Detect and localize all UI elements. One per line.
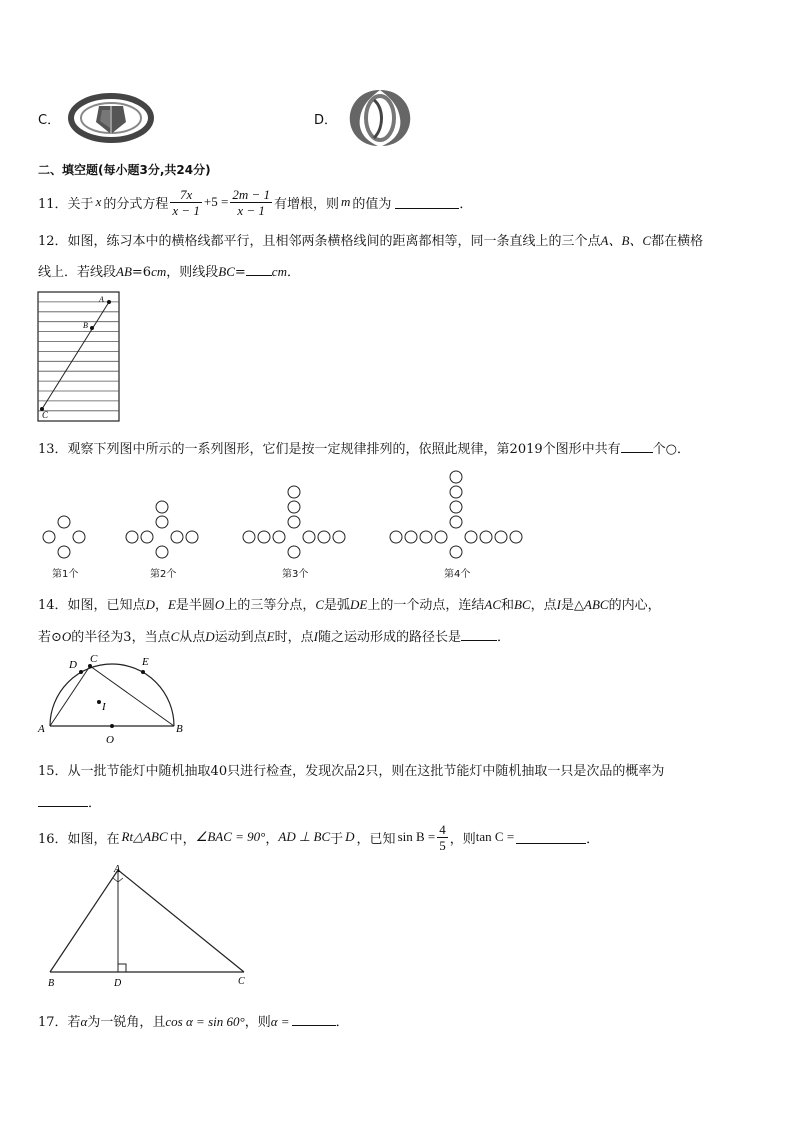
q12-label-c: C (42, 410, 49, 420)
q11-fraction-1: $\frac{7x}{x - 1}$ (172, 186, 200, 218)
q11-var-x: x (95, 194, 102, 209)
pattern-circle (450, 486, 462, 498)
q11-number: 11． (38, 196, 68, 212)
q16-answer-blank[interactable] (516, 831, 586, 844)
q12-label-a: A (99, 295, 104, 304)
pattern-circle (288, 486, 300, 498)
q11-text-3: 有增根，则 (274, 196, 340, 212)
q13-caption-2: 第2个 (150, 569, 177, 580)
q13-caption-4: 第4个 (444, 569, 471, 580)
pattern-circle (288, 546, 300, 558)
pattern-circle (288, 516, 300, 528)
q13-pattern-figure (36, 462, 536, 562)
q14-label-o: O (106, 734, 114, 746)
q12-notebook-figure (36, 290, 122, 424)
q16-label-c: C (238, 976, 245, 987)
pattern-circle (288, 501, 300, 513)
question-12-line-1: 12．如图，练习本中的横格线都平行，且相邻两条横格线间的距离都相等，同一条直线上的三个点A、B、C都在横格 (38, 233, 704, 249)
pattern-circle (58, 546, 70, 558)
q11-text-4: 的值为 (352, 196, 392, 212)
q16-label-b: B (48, 978, 55, 989)
pattern-circle (420, 531, 432, 543)
option-d-logo (344, 86, 416, 150)
q11-text-2: 的分式方程 (103, 196, 169, 212)
question-17: 17．若α为一锐角，且cos α = sin 60°，则α = ． (38, 1014, 349, 1030)
pattern-circle (390, 531, 402, 543)
q12-answer-blank[interactable] (246, 263, 272, 276)
pattern-circle (258, 531, 270, 543)
section-title: 二、填空题(每小题3分,共24分) (38, 163, 211, 177)
pattern-circle (465, 531, 477, 543)
option-d-label: D． (314, 113, 338, 128)
q15-answer-blank[interactable] (38, 794, 88, 807)
pattern-circle (480, 531, 492, 543)
q12-label-b: B (83, 321, 88, 330)
q16-fraction: $\frac{4}{5}$ (439, 821, 446, 853)
pattern-circle (58, 516, 70, 528)
pattern-circle (450, 471, 462, 483)
question-12-line-2: 线上．若线段AB=6cm，则线段BC= cm． (38, 264, 300, 280)
question-13: 13．观察下列图中所示的一系列图形，它们是按一定规律排列的，依照此规律，第2019个图形中共有 个○． (38, 442, 690, 457)
pattern-circle (43, 531, 55, 543)
pattern-circle (450, 501, 462, 513)
q14-label-i: I (102, 701, 106, 713)
q13-caption-3: 第3个 (282, 569, 309, 580)
q14-semicircle-figure (36, 650, 196, 746)
pattern-circle (141, 531, 153, 543)
question-14-line-1: 14．如图，已知点D，E是半圆O上的三等分点，C是弧DE上的一个动点，连结AC和BC，点I是△ABC的内心， (38, 597, 661, 613)
q16-label-d: D (114, 978, 122, 989)
q11-fraction-2: $\frac{2m - 1}{x - 1}$ (232, 186, 270, 218)
pattern-circle (405, 531, 417, 543)
q14-label-c: C (90, 653, 98, 665)
pattern-circle (450, 546, 462, 558)
pattern-circle (435, 531, 447, 543)
q11-text: 关于 (67, 196, 94, 212)
q14-label-d: D (69, 659, 77, 671)
pattern-circle (171, 531, 183, 543)
q14-label-b: B (176, 723, 183, 735)
question-11: 11． 关于 x 的分式方程 $\frac{7x}{x - 1}$ +5 = $\frac{2m - 1}{x - 1}$ 有增根，则 m 的值为 ． (38, 186, 473, 218)
q13-answer-blank[interactable] (621, 440, 653, 453)
pattern-circle (510, 531, 522, 543)
pattern-circle (156, 516, 168, 528)
pattern-circle (186, 531, 198, 543)
option-c-logo (66, 92, 156, 144)
q13-caption-1: 第1个 (52, 569, 79, 580)
option-c-label: C． (38, 113, 61, 128)
q16-triangle-figure (42, 864, 254, 992)
q11-var-m: m (341, 194, 351, 209)
pattern-circle (156, 546, 168, 558)
pattern-circle (273, 531, 285, 543)
pattern-circle (73, 531, 85, 543)
q11-answer-blank[interactable] (395, 196, 459, 209)
q14-label-a: A (38, 723, 45, 735)
question-15-line-1: 15．从一批节能灯中随机抽取40只进行检查，发现次品2只，则在这批节能灯中随机抽取一只是次品的概率为 (38, 764, 665, 779)
q16-label-a: A (114, 864, 121, 875)
pattern-circle (450, 516, 462, 528)
pattern-circle (303, 531, 315, 543)
pattern-circle (126, 531, 138, 543)
question-15-line-2: ． (38, 792, 101, 811)
pattern-circle (156, 501, 168, 513)
pattern-circle (243, 531, 255, 543)
question-16: 16．如图，在 Rt△ABC 中， ∠BAC = 90° ， AD ⊥ BC 于 D ，已知 sin B = $\frac{4}{5}$ ，则 tan C = ． (38, 821, 600, 853)
question-14-line-2: 若⊙O的半径为3，当点C从点D运动到点E时，点I随之运动形成的路径长是 ． (38, 629, 511, 645)
pattern-circle (318, 531, 330, 543)
pattern-circle (333, 531, 345, 543)
pattern-circle (495, 531, 507, 543)
q11-plus: +5 = (203, 194, 229, 209)
q14-label-e: E (142, 656, 149, 668)
q17-answer-blank[interactable] (292, 1013, 336, 1026)
q14-answer-blank[interactable] (461, 628, 497, 641)
